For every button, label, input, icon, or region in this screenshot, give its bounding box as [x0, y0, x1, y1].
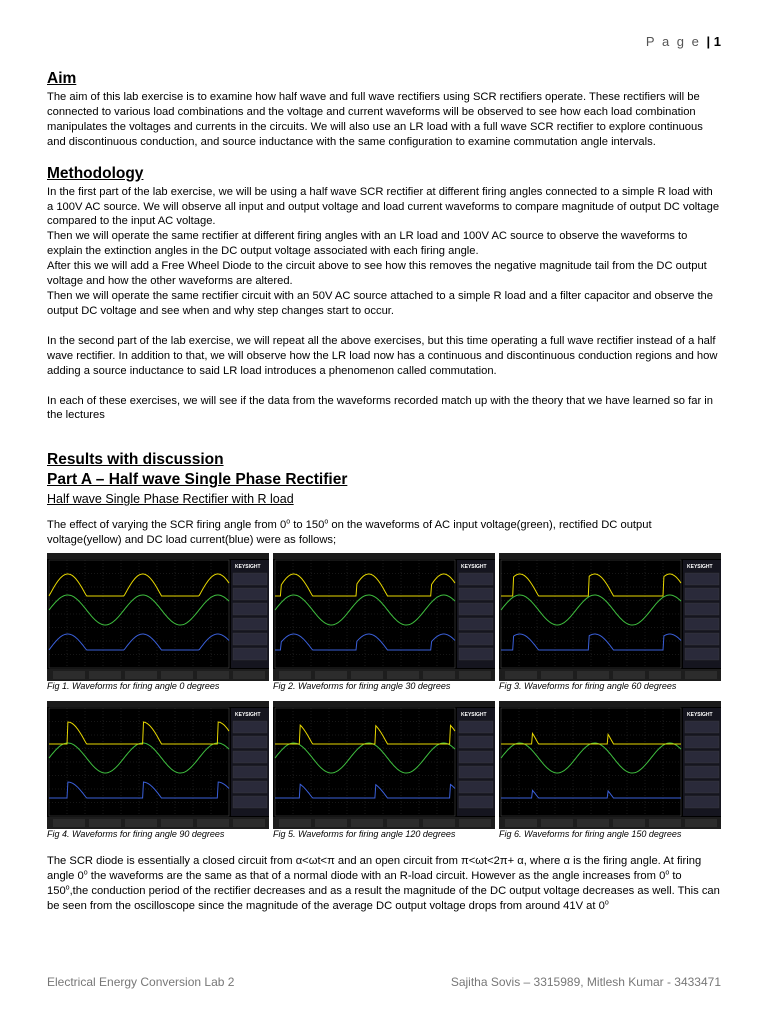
scope-brand-label: KEYSIGHT — [687, 712, 713, 719]
footer-course: Electrical Energy Conversion Lab 2 — [47, 975, 235, 989]
oscilloscope-screenshot — [499, 701, 721, 829]
figure-caption: Fig 5. Waveforms for firing angle 120 degrees — [273, 829, 456, 840]
page-number: 1 — [713, 34, 721, 49]
figure-grid — [47, 548, 721, 842]
results-intro: The effect of varying the SCR firing angle from 0$^o$ to 150$^o$ on the waveforms of AC input voltage(green), rectified DC output voltage(yellow) and DC load current(blue) were as follows; — [47, 518, 652, 547]
oscilloscope-screenshot — [273, 701, 495, 829]
figure-2 — [273, 548, 495, 694]
document-body — [47, 70, 721, 914]
methodology-heading: Methodology — [47, 164, 144, 182]
part-a-heading: Part A – Half wave Single Phase Rectifier — [47, 471, 348, 489]
footer-authors: Sajitha Sovis – 3315989, Mitlesh Kumar - 3433471 — [450, 975, 721, 989]
figure-6 — [499, 696, 721, 842]
scope-brand-label: KEYSIGHT — [461, 564, 487, 571]
methodology-line-1: In the first part of the lab exercise, we will be using a half wave SCR rectifier at different firing angles connected to a simple R load with a 100V AC source. We will observe all input and output voltage and load current waveforms to compare magnitude of output DC voltage compared to the input AC voltage. — [47, 185, 720, 228]
figure-1 — [47, 548, 269, 694]
scope-brand-label: KEYSIGHT — [235, 564, 261, 571]
figure-caption: Fig 1. Waveforms for firing angle 0 degrees — [47, 681, 220, 692]
methodology-line-4: Then we will operate the same rectifier circuit with an 50V AC source attached to a simple R load and a filter capacitor and observe the output DC voltage and see when and why step changes start to occur. — [47, 289, 713, 317]
methodology-para-2: In the second part of the lab exercise, we will repeat all the above exercises, but this time operating a full wave rectifier instead of a half wave rectifier. In addition to that, we will observe how the LR load now has a continuous and discontinuous conduction regions and how adding a source inductance to said LR load introduces a phenomenon called commutation. — [47, 334, 718, 377]
figure-4 — [47, 696, 269, 842]
page-label: P a g e — [645, 34, 701, 49]
page-footer — [47, 975, 721, 989]
figure-caption: Fig 4. Waveforms for firing angle 90 degrees — [47, 829, 225, 840]
methodology-line-2: Then we will operate the same rectifier at different firing angles with an LR load and 100V AC source to observe the waveforms to explain the extinction angles in the DC output voltage associated with each firing angle. — [47, 230, 688, 258]
results-heading: Results with discussion — [47, 451, 224, 469]
oscilloscope-screenshot — [499, 553, 721, 681]
methodology-line-3: After this we will add a Free Wheel Diode to the circuit above to see how this removes the negative magnitude tail from the DC output voltage and how the other waveforms are altered. — [47, 260, 707, 288]
oscilloscope-screenshot — [47, 553, 269, 681]
scope-brand-label: KEYSIGHT — [687, 564, 713, 571]
figure-5 — [273, 696, 495, 842]
page-number-header: P a g e | 1 — [645, 34, 721, 49]
scope-brand-label: KEYSIGHT — [461, 712, 487, 719]
discussion-text: The SCR diode is essentially a closed circuit from α<ωt<π and an open circuit from π<ωt<2π+ α, where α is the firing angle. At firing angle 0$^o$ the waveforms are the same as that of a normal diode with an R-load circuit. However as the angle increases from 0$^o$ to 150$^o$,the conduction period of the rectifier decreases and as a result the magnitude of the DC output voltage decreases as well. This can be seen from the oscilloscope since the magnitude of the average DC output voltage drops from around 41V at 0$^o$ — [47, 855, 720, 912]
figure-caption: Fig 2. Waveforms for firing angle 30 degrees — [273, 681, 451, 692]
oscilloscope-screenshot — [273, 553, 495, 681]
figure-caption: Fig 3. Waveforms for firing angle 60 degrees — [499, 681, 677, 692]
aim-text: The aim of this lab exercise is to examine how half wave and full wave rectifiers using SCR rectifiers operate. These rectifiers will be connected to various load combinations and the voltage and current waveforms will be observed to see how each load combination manipulates the voltages and currents in the circuits. We will also use an LR load with a full wave SCR rectifier to explore continuous and discontinuous conduction, and source inductance with the same configuration to examine commutation angle intervals. — [47, 91, 703, 148]
figure-3 — [499, 548, 721, 694]
oscilloscope-screenshot — [47, 701, 269, 829]
figure-caption: Fig 6. Waveforms for firing angle 150 degrees — [499, 829, 682, 840]
methodology-para-3: In each of these exercises, we will see if the data from the waveforms recorded match up with the theory that we have learned so far in the lectures — [47, 394, 713, 422]
aim-heading: Aim — [47, 70, 77, 87]
r-load-subheading: Half wave Single Phase Rectifier with R load — [47, 492, 294, 507]
scope-brand-label: KEYSIGHT — [235, 712, 261, 719]
